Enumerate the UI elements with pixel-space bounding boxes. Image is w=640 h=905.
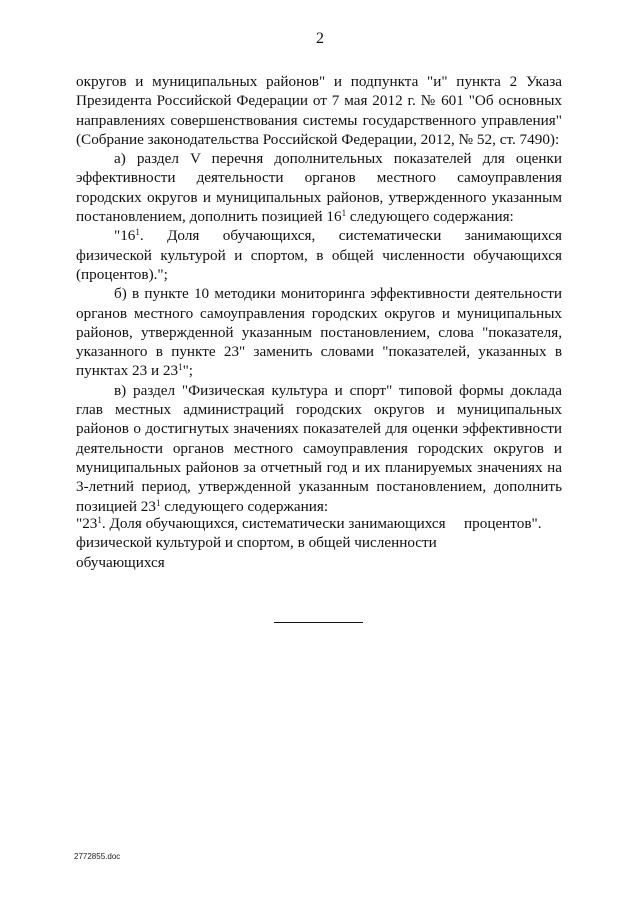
end-separator-line [274, 622, 363, 623]
item-a-quote-text: . Доля обучающихся, систематически занимающихся физической культурой и спортом, в общей численности обучающихся (процентов)."; [76, 227, 562, 283]
indicator-name-text: . Доля обучающихся, систематически занимающихся физической культурой и спортом, в общей численности обучающихся [76, 515, 446, 571]
item-c-superscript: 1 [155, 497, 161, 508]
item-b-text-end: "; [182, 362, 193, 380]
item-b-superscript: 1 [178, 362, 183, 373]
item-a-text: а) раздел V перечня дополнительных показателей для оценки эффективности деятельности органов местного самоуправления городских округов и муниципальных районов, утвержденного указанным постановлением, дополнить позицией 16 [76, 150, 562, 226]
indicator-name-prefix: "23 [76, 515, 98, 532]
item-b-paragraph [76, 284, 562, 380]
footer-file-name: 2772855.doc [74, 852, 121, 861]
item-a-superscript: 1 [341, 208, 347, 219]
item-b-text: б) в пункте 10 методики мониторинга эффективности деятельности органов местного самоуправления городских округов и муниципальных районов, утвержденной указанным постановлением, слова "показателя, указанного в пункте 23" заменить словами "показателей, указанных в пунктах 23 и 23 [76, 285, 562, 380]
indicator-unit-cell: процентов". [464, 515, 542, 532]
item-c-paragraph [76, 381, 562, 516]
item-a-quote-superscript: 1 [135, 227, 140, 238]
item-c-text: в) раздел "Физическая культура и спорт" типовой формы доклада глав местных администраций городских округов и муниципальных районов о достигнутых значениях показателей для оценки эффективности деятельности органов местного самоуправления городских округов и муниципальных районов за отчетный год и их планируемых значениях на 3-летний период, утвержденной указанным постановлением, дополнить позицией 23 [76, 381, 562, 515]
indicator-name-superscript: 1 [97, 515, 102, 525]
item-a-quote-paragraph [76, 226, 562, 284]
intro-paragraph: округов и муниципальных районов" и подпункта "и" пункта 2 Указа Президента Российской Федерации от 7 мая 2012 г. № 601 "Об основных направлениях совершенствования системы государственного управления" (Собрание законодательства Российской Федерации, 2012, № 52, ст. 7490): [76, 73, 562, 148]
document-body [76, 72, 562, 516]
item-c-text-end: следующего содержания: [160, 497, 329, 515]
item-a-text-end: следующего содержания: [346, 208, 514, 226]
page-number: 2 [316, 30, 324, 47]
item-a-quote-prefix: "16 [114, 227, 136, 245]
item-a-paragraph [76, 149, 562, 226]
indicator-name-cell [76, 514, 456, 572]
